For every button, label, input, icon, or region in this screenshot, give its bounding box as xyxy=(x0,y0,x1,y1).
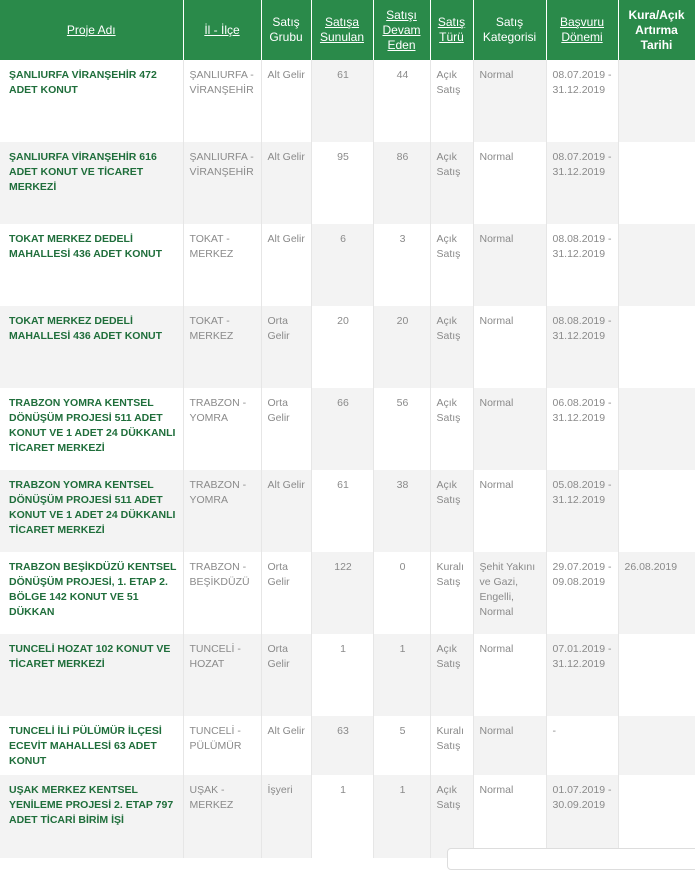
header-proje-adi[interactable]: Proje Adı xyxy=(0,0,183,60)
header-il-ilce[interactable]: İl - İlçe xyxy=(183,0,261,60)
project-name-cell[interactable]: TOKAT MERKEZ DEDELİ MAHALLESİ 436 ADET KONUT xyxy=(0,306,183,388)
project-name-cell[interactable]: UŞAK MERKEZ KENTSEL YENİLEME PROJESİ 2. ETAP 797 ADET TİCARİ BİRİM İŞİ xyxy=(0,775,183,858)
project-name-cell[interactable]: TRABZON BEŞİKDÜZÜ KENTSEL DÖNÜŞÜM PROJESİ, 1. ETAP 2. BÖLGE 142 KONUT VE 51 DÜKKAN xyxy=(0,552,183,634)
sales-group-cell: Alt Gelir xyxy=(261,60,311,142)
sale-type-cell: Açık Satış xyxy=(430,224,473,306)
table-row xyxy=(0,306,695,388)
sales-group-cell: Alt Gelir xyxy=(261,716,311,775)
table-row xyxy=(0,470,695,552)
sale-category-cell: Normal xyxy=(473,60,546,142)
header-kura-tarihi: Kura/Açık Artırma Tarihi xyxy=(618,0,695,60)
sale-category-cell: Normal xyxy=(473,142,546,224)
offered-count-cell: 20 xyxy=(311,306,373,388)
table-header-row xyxy=(0,0,695,60)
table-row xyxy=(0,552,695,634)
location-cell: TRABZON - YOMRA xyxy=(183,470,261,552)
sale-category-cell: Normal xyxy=(473,306,546,388)
ongoing-count-cell: 3 xyxy=(373,224,430,306)
ongoing-count-cell: 56 xyxy=(373,388,430,470)
sales-group-cell: Orta Gelir xyxy=(261,306,311,388)
ongoing-count-cell: 0 xyxy=(373,552,430,634)
ongoing-count-cell: 20 xyxy=(373,306,430,388)
ongoing-count-cell: 1 xyxy=(373,775,430,858)
location-cell: TUNCELİ - PÜLÜMÜR xyxy=(183,716,261,775)
table-row xyxy=(0,142,695,224)
header-satisi-devam-eden[interactable]: Satışı Devam Eden xyxy=(373,0,430,60)
sale-category-cell: Normal xyxy=(473,388,546,470)
application-period-cell: 07.01.2019 - 31.12.2019 xyxy=(546,634,618,716)
sale-category-cell: Şehit Yakını ve Gazi, Engelli, Normal xyxy=(473,552,546,634)
sale-category-cell: Normal xyxy=(473,224,546,306)
pagination-box xyxy=(447,848,695,870)
location-cell: TOKAT - MERKEZ xyxy=(183,306,261,388)
lottery-date-cell: 26.08.2019 xyxy=(618,552,695,634)
table-row xyxy=(0,60,695,142)
table-row xyxy=(0,716,695,775)
header-satisa-sunulan[interactable]: Satışa Sunulan xyxy=(311,0,373,60)
sales-group-cell: Alt Gelir xyxy=(261,470,311,552)
header-satis-turu[interactable]: Satış Türü xyxy=(430,0,473,60)
offered-count-cell: 66 xyxy=(311,388,373,470)
application-period-cell: 08.07.2019 - 31.12.2019 xyxy=(546,60,618,142)
offered-count-cell: 1 xyxy=(311,634,373,716)
location-cell: ŞANLIURFA - VİRANŞEHİR xyxy=(183,142,261,224)
application-period-cell: 29.07.2019 - 09.08.2019 xyxy=(546,552,618,634)
sales-group-cell: Alt Gelir xyxy=(261,142,311,224)
sale-category-cell: Normal xyxy=(473,716,546,775)
location-cell: TUNCELİ - HOZAT xyxy=(183,634,261,716)
lottery-date-cell xyxy=(618,388,695,470)
location-cell: ŞANLIURFA - VİRANŞEHİR xyxy=(183,60,261,142)
ongoing-count-cell: 86 xyxy=(373,142,430,224)
offered-count-cell: 61 xyxy=(311,470,373,552)
lottery-date-cell xyxy=(618,60,695,142)
sales-group-cell: Orta Gelir xyxy=(261,388,311,470)
location-cell: TOKAT - MERKEZ xyxy=(183,224,261,306)
location-cell: UŞAK - MERKEZ xyxy=(183,775,261,858)
sale-type-cell: Kuralı Satış xyxy=(430,552,473,634)
sale-type-cell: Açık Satış xyxy=(430,306,473,388)
location-cell: TRABZON - BEŞİKDÜZÜ xyxy=(183,552,261,634)
application-period-cell: 08.08.2019 - 31.12.2019 xyxy=(546,306,618,388)
project-name-cell[interactable]: TUNCELİ HOZAT 102 KONUT VE TİCARET MERKEZİ xyxy=(0,634,183,716)
sale-type-cell: Açık Satış xyxy=(430,470,473,552)
project-name-cell[interactable]: ŞANLIURFA VİRANŞEHİR 616 ADET KONUT VE TİCARET MERKEZİ xyxy=(0,142,183,224)
sales-group-cell: İşyeri xyxy=(261,775,311,858)
sale-type-cell: Açık Satış xyxy=(430,60,473,142)
ongoing-count-cell: 38 xyxy=(373,470,430,552)
ongoing-count-cell: 44 xyxy=(373,60,430,142)
lottery-date-cell xyxy=(618,716,695,775)
project-name-cell[interactable]: TOKAT MERKEZ DEDELİ MAHALLESİ 436 ADET KONUT xyxy=(0,224,183,306)
header-satis-kategorisi: Satış Kategorisi xyxy=(473,0,546,60)
table-row xyxy=(0,388,695,470)
application-period-cell: 01.07.2019 - 30.09.2019 xyxy=(546,775,618,858)
sale-category-cell: Normal xyxy=(473,634,546,716)
header-basvuru-donemi[interactable]: Başvuru Dönemi xyxy=(546,0,618,60)
application-period-cell: - xyxy=(546,716,618,775)
ongoing-count-cell: 1 xyxy=(373,634,430,716)
lottery-date-cell xyxy=(618,306,695,388)
sale-type-cell: Açık Satış xyxy=(430,634,473,716)
sale-category-cell: Normal xyxy=(473,775,546,858)
ongoing-count-cell: 5 xyxy=(373,716,430,775)
lottery-date-cell xyxy=(618,142,695,224)
header-satis-grubu: Satış Grubu xyxy=(261,0,311,60)
sales-group-cell: Alt Gelir xyxy=(261,224,311,306)
offered-count-cell: 1 xyxy=(311,775,373,858)
lottery-date-cell xyxy=(618,634,695,716)
sale-category-cell: Normal xyxy=(473,470,546,552)
lottery-date-cell xyxy=(618,224,695,306)
sale-type-cell: Açık Satış xyxy=(430,775,473,858)
application-period-cell: 08.08.2019 - 31.12.2019 xyxy=(546,224,618,306)
application-period-cell: 05.08.2019 - 31.12.2019 xyxy=(546,470,618,552)
table-row xyxy=(0,224,695,306)
sale-type-cell: Açık Satış xyxy=(430,142,473,224)
application-period-cell: 08.07.2019 - 31.12.2019 xyxy=(546,142,618,224)
project-name-cell[interactable]: TRABZON YOMRA KENTSEL DÖNÜŞÜM PROJESİ 511 ADET KONUT VE 1 ADET 24 DÜKKANLI TİCARET MERKEZİ xyxy=(0,470,183,552)
sale-type-cell: Açık Satış xyxy=(430,388,473,470)
offered-count-cell: 63 xyxy=(311,716,373,775)
sales-group-cell: Orta Gelir xyxy=(261,634,311,716)
lottery-date-cell xyxy=(618,775,695,858)
project-name-cell[interactable]: TRABZON YOMRA KENTSEL DÖNÜŞÜM PROJESİ 511 ADET KONUT VE 1 ADET 24 DÜKKANLI TİCARET MERKEZİ xyxy=(0,388,183,470)
project-name-cell[interactable]: ŞANLIURFA VİRANŞEHİR 472 ADET KONUT xyxy=(0,60,183,142)
offered-count-cell: 122 xyxy=(311,552,373,634)
sales-group-cell: Orta Gelir xyxy=(261,552,311,634)
offered-count-cell: 6 xyxy=(311,224,373,306)
table-row xyxy=(0,634,695,716)
project-name-cell[interactable]: TUNCELİ İLİ PÜLÜMÜR İLÇESİ ECEVİT MAHALLESİ 63 ADET KONUT xyxy=(0,716,183,775)
sale-type-cell: Kuralı Satış xyxy=(430,716,473,775)
offered-count-cell: 95 xyxy=(311,142,373,224)
offered-count-cell: 61 xyxy=(311,60,373,142)
lottery-date-cell xyxy=(618,470,695,552)
application-period-cell: 06.08.2019 - 31.12.2019 xyxy=(546,388,618,470)
location-cell: TRABZON - YOMRA xyxy=(183,388,261,470)
table-row xyxy=(0,775,695,858)
